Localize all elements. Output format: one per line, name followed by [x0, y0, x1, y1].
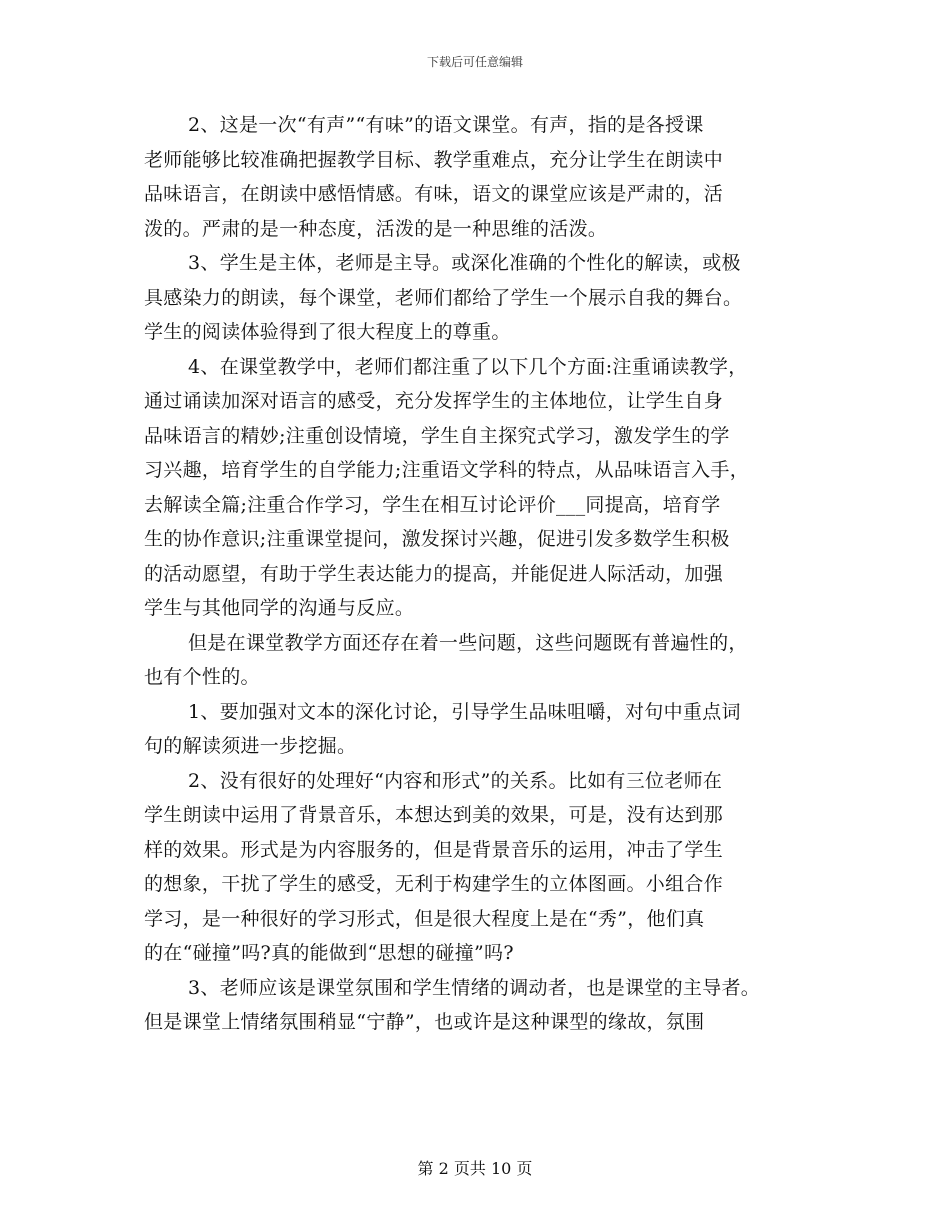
- text-line: 具感染力的朗读，每个课堂，老师们都给了学生一个展示自我的舞台。: [144, 286, 743, 309]
- page-header: 下载后可任意编辑: [426, 55, 523, 69]
- text-line: 句的解读须进一步挖掘。: [144, 735, 357, 757]
- paragraph: [144, 695, 824, 764]
- text-line: 但是课堂上情绪氛围稍显“宁静”，也或许是这种课型的缘故，氛围: [144, 1011, 705, 1033]
- paragraph: [144, 971, 824, 1040]
- paragraph: [144, 108, 824, 246]
- text-line: 2、没有很好的处理好“内容和形式”的关系。比如有三位老师在: [188, 769, 723, 792]
- text-line: 样的效果。形式是为内容服务的，但是背景音乐的运用，冲击了学生: [144, 838, 724, 861]
- text-line: 3、学生是主体，老师是主导。或深化准确的个性化的解读，或极: [188, 252, 741, 274]
- paragraph: [144, 764, 824, 971]
- page-footer: 第 2 页共 10 页: [417, 1159, 533, 1178]
- paragraph: [144, 246, 824, 350]
- text-line: 学生的阅读体验得到了很大程度上的尊重。: [144, 321, 511, 343]
- text-line: 习兴趣，培育学生的自学能力;注重语文学科的特点，从品味语言入手，: [144, 459, 750, 481]
- text-line: 3、老师应该是课堂氛围和学生情绪的调动者，也是课堂的主导者。: [188, 976, 761, 999]
- text-line: 学生与其他同学的沟通与反应。: [144, 597, 415, 619]
- text-line: 的在“碰撞”吗?真的能做到“思想的碰撞”吗?: [144, 942, 514, 964]
- text-line: 老师能够比较准确把握教学目标、教学重难点，充分让学生在朗读中: [144, 148, 724, 171]
- text-line: 的想象，干扰了学生的感受，无利于构建学生的立体图画。小组合作: [144, 873, 724, 895]
- text-line: 4、在课堂教学中，老师们都注重了以下几个方面:注重诵读教学，: [188, 355, 748, 378]
- paragraph: [144, 350, 824, 626]
- text-line: 学生朗读中运用了背景音乐，本想达到美的效果，可是，没有达到那: [144, 804, 724, 826]
- text-line: 也有个性的。: [144, 666, 260, 688]
- text-line: 1、要加强对文本的深化讨论，引导学生品味咀嚼，对句中重点词: [188, 700, 741, 723]
- text-line: 通过诵读加深对语言的感受，充分发挥学生的主体地位，让学生自身: [144, 390, 724, 412]
- text-line: 但是在课堂教学方面还存在着一些问题，这些问题既有普遍性的，: [188, 631, 748, 654]
- text-line: 品味语言，在朗读中感悟情感。有味，语文的课堂应该是严肃的，活: [144, 183, 724, 205]
- text-line: 的活动愿望，有助于学生表达能力的提高，并能促进人际活动，加强: [144, 562, 724, 585]
- document-body: [144, 108, 824, 1040]
- text-line: 生的协作意识;注重课堂提问，激发探讨兴趣，促进引发多数学生积极: [144, 528, 730, 550]
- text-line: 学习，是一种很好的学习形式，但是很大程度上是在“秀”，他们真: [144, 907, 705, 930]
- text-line: 品味语言的精妙;注重创设情境，学生自主探究式学习，激发学生的学: [144, 424, 730, 447]
- text-line: 去解读全篇;注重合作学习，学生在相互讨论评价___同提高，培育学: [144, 493, 721, 516]
- paragraph: [144, 626, 824, 695]
- text-line: 泼的。严肃的是一种态度，活泼的是一种思维的活泼。: [144, 217, 608, 240]
- text-line: 2、这是一次“有声”“有味”的语文课堂。有声，指的是各授课: [188, 114, 704, 136]
